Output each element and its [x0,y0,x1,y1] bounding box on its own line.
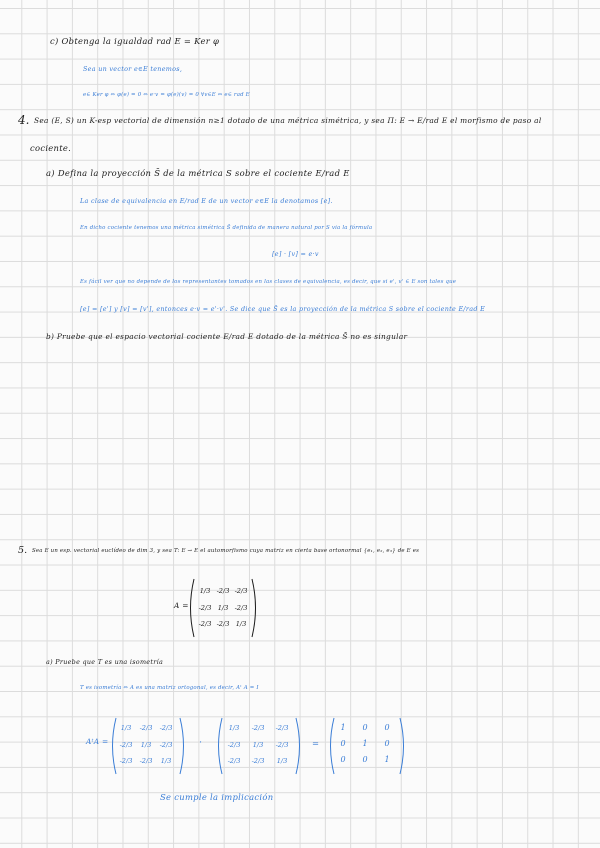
part-5a-line1: T es isometría ⇔ A es una matriz ortogonal, es decir, Aᵗ A = I [80,685,259,691]
matrix-a-cell: -2/3 [216,587,230,595]
matrix-at-cell: 1/3 [120,724,132,732]
identity-cell: 1 [362,739,368,748]
identity-cell: 0 [384,723,390,732]
identity-cell: 0 [362,755,368,764]
matrix-at-cell: -2/3 [119,757,133,766]
part-4a-line3: Es fácil ver que no depende de los representantes tomados en las clases de equivalencia, es decir, que si e', v' ∈ E son tales que [80,279,457,285]
identity-cell: 0 [340,755,346,764]
matrix-a-cell: -2/3 [216,620,230,629]
matrix-at-cell: -2/3 [119,740,133,749]
matrix-a2-cell: -2/3 [275,740,289,749]
part-c-title: c) Obtenga la igualdad rad E = Ker φ [50,36,220,46]
matrix-a2-cell: 1/3 [228,724,240,732]
part-c-line2: e∈ Ker φ ⇔ φ(e) = 0 ⇔ e·v = φ(e)(v) = 0 ∀v∈E ⇔ e∈ rad E [83,92,250,98]
matrix-a-label: A = [174,601,189,610]
part-4a-line1: La clase de equivalencia en E/rad E de un vector e∈E la denotamos [e]. [80,197,333,205]
part-4b-title: b) Pruebe que el espacio vectorial cociente E/rad E dotado de la métrica S̄ no es singular [46,332,408,341]
matrix-at-cell: -2/3 [139,724,153,732]
identity-cell: 0 [340,739,346,748]
matrix-a-left-paren [186,578,196,638]
matrix-a-cell: -2/3 [234,587,248,595]
problem-5-statement: Sea E un esp. vectorial euclídeo de dim 3, y sea T: E → E el automorfismo cuya matriz en cierta base ortonormal {e₁, e₂, e₃} de E es [32,548,420,554]
matrix-at-cell: -2/3 [159,724,173,732]
matrix-at [116,725,176,765]
matrix-a-cell: -2/3 [234,603,248,612]
part-4a-title: a) Defina la proyección S̄ de la métrica S sobre el cociente E/rad E [46,168,350,178]
identity-cell: 0 [362,723,368,732]
matrix-a2-cell: -2/3 [275,724,289,732]
matrix-at-cell: -2/3 [139,757,153,766]
matrix-a-right-paren [250,578,260,638]
problem-5-number: 5. [18,545,28,556]
matrix-a2-cell: 1/3 [252,740,264,749]
matrix-a-cell: 1/3 [217,603,229,612]
part-4a-formula: [e] · [v] = e·v [272,250,319,258]
matrix-a2-cell: -2/3 [251,757,265,766]
matrix-at-cell: -2/3 [159,740,173,749]
problem-4-statement-cont: cociente. [30,143,72,153]
identity-cell: 1 [384,755,390,764]
identity-cell: 0 [384,739,390,748]
matrix-a2-cell: 1/3 [276,757,288,766]
identity-cell: 1 [340,723,346,732]
part-4a-line4: [e] = [e'] y [v] = [v'], entonces e·v = e'·v'. Se dice que S̄ es la proyección de la métrica S sobre el cociente E/rad E [80,305,486,313]
matrix-a [196,588,250,628]
matrix-at-cell: 1/3 [160,757,172,766]
matrix-a-cell: -2/3 [198,620,212,629]
matrix-a2-cell: -2/3 [251,724,265,732]
product-equals: = [312,738,320,748]
matrix-a2 [222,725,294,765]
part-5a-title: a) Pruebe que T es una isometría [46,658,164,666]
identity-matrix [332,724,398,764]
part-c-line1: Sea un vector e∈E tenemos, [83,65,183,73]
matrix-a-cell: 1/3 [235,620,247,629]
problem-4-number: 4. [18,113,30,127]
matrix-at-cell: 1/3 [140,740,152,749]
matrix-at-right-paren [178,717,188,775]
product-dot: · [199,737,203,748]
matrix-a-cell: 1/3 [199,587,211,595]
problem-4-statement: Sea (E, S) un K-esp vectorial de dimensión n≥1 dotado de una métrica simétrica, y sea Π: E → E/rad E el morfismo de paso al [34,116,542,125]
matrix-a-cell: -2/3 [198,603,212,612]
matrix-a2-right-paren [294,717,304,775]
identity-right-paren [398,717,408,775]
part-4a-line2: En dicho cociente tenemos una métrica simétrica S̄ definida de manera natural por S via la fórmula [80,225,373,231]
matrix-a2-cell: -2/3 [227,757,241,766]
part-5a-conclusion: Se cumple la implicación [160,792,274,802]
matrix-a2-cell: -2/3 [227,740,241,749]
product-label: AᵗA = [86,737,109,746]
